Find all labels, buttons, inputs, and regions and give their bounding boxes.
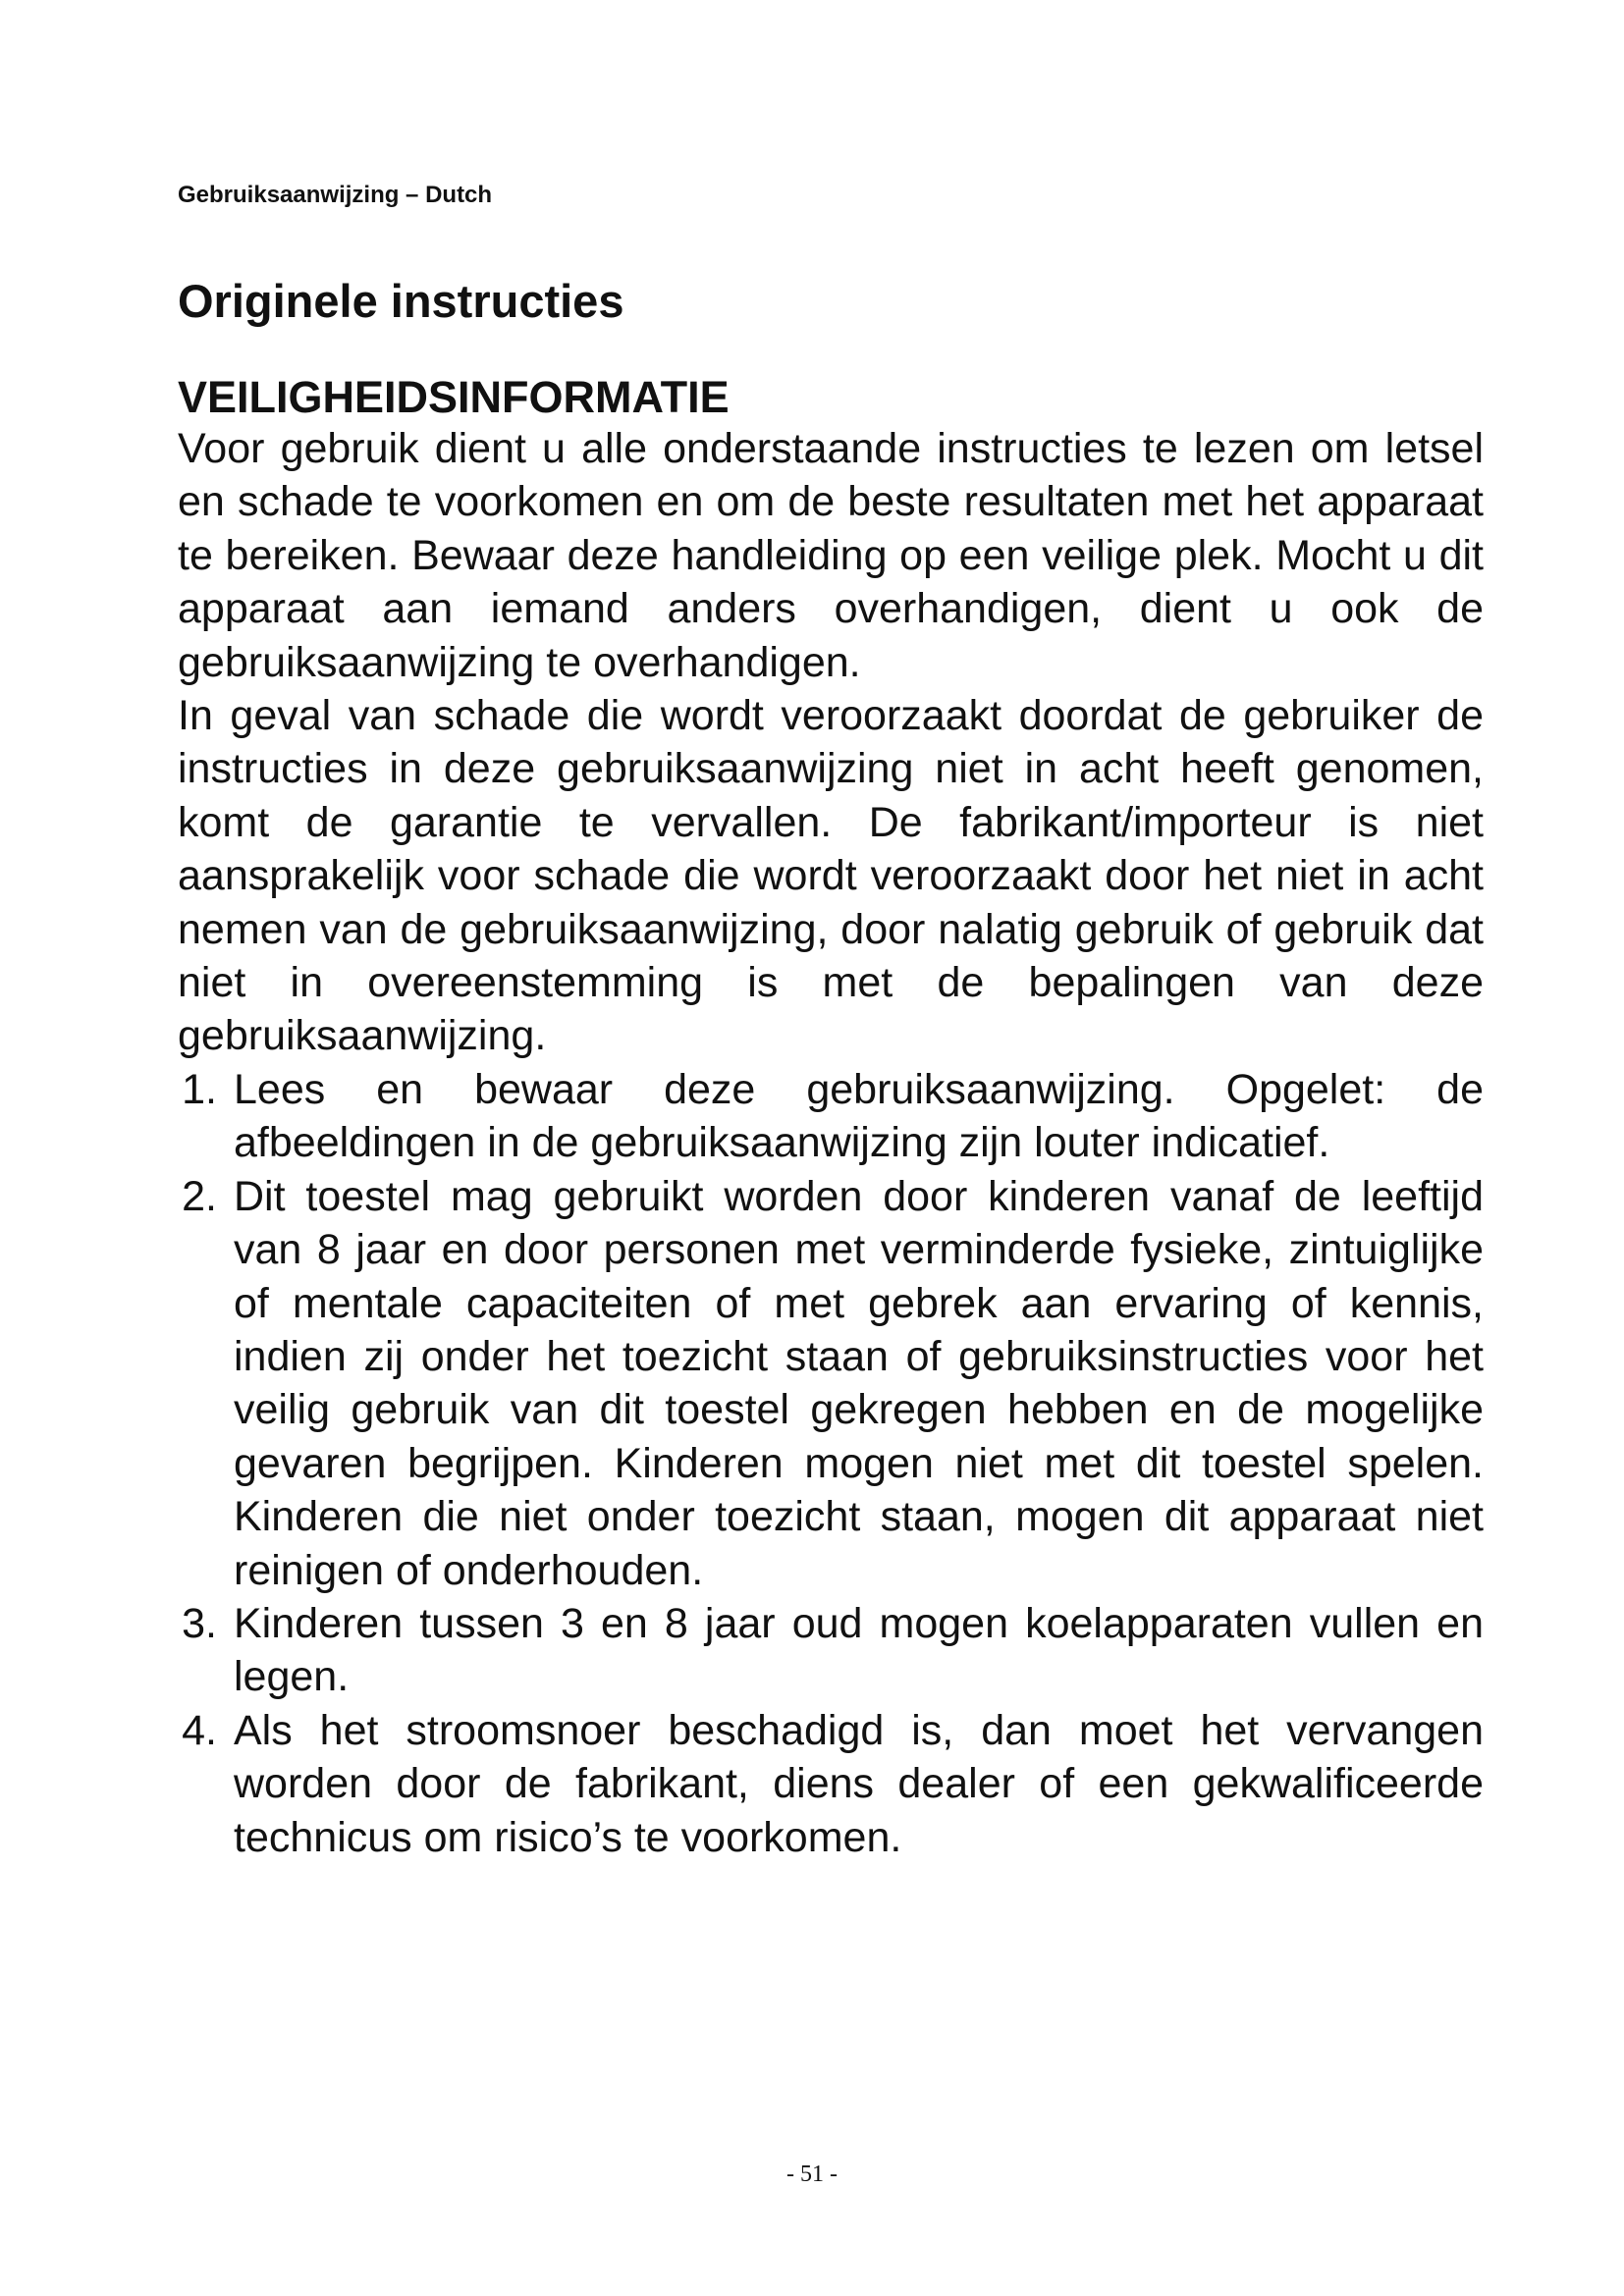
- page-number: - 51 -: [786, 2162, 838, 2187]
- section-heading: VEILIGHEIDSINFORMATIE: [178, 372, 730, 422]
- list-item-text: Lees en bewaar deze gebruiksaanwijzing. Opgelet: de afbeeldingen in de gebruiksaanwijzing zijn louter indicatief.: [234, 1065, 1484, 1167]
- list-item-text: Dit toestel mag gebruikt worden door kinderen vanaf de leeftijd van 8 jaar en door personen met verminderde fysieke, zintuiglijke of mentale capaciteiten of met gebrek aan ervaring of kennis, indien zij onder het toezicht staan of gebruiksinstructies voor het veilig gebruik van dit toestel gekregen hebben en de mogelijke gevaren begrijpen. Kinderen mogen niet met dit toestel spelen. Kinderen die niet onder toezicht staan, mogen dit apparaat niet reinigen of onderhouden.: [234, 1172, 1484, 1594]
- list-item: [178, 1597, 1484, 1704]
- list-item-text: Als het stroomsnoer beschadigd is, dan moet het vervangen worden door de fabrikant, diens dealer of een gekwalificeerde technicus om risico’s te voorkomen.: [234, 1706, 1484, 1861]
- list-item: [178, 1063, 1484, 1170]
- list-item-number: 1.: [182, 1065, 217, 1113]
- warranty-paragraph: In geval van schade die wordt veroorzaakt doordat de gebruiker de instructies in deze gebruiksaanwijzing niet in acht heeft genomen, komt de garantie te vervallen. De fabrikant/importeur is niet aansprakelijk voor schade die wordt veroorzaakt door het niet in acht nemen van de gebruiksaanwijzing, door nalatig gebruik of gebruik dat niet in overeenstemming is met de bepalingen van deze gebruiksaanwijzing.: [178, 692, 1484, 1060]
- list-item: [178, 1704, 1484, 1864]
- running-header: Gebruiksaanwijzing – Dutch: [178, 182, 493, 208]
- list-item: [178, 1170, 1484, 1597]
- list-item-number: 3.: [182, 1599, 217, 1647]
- body-text: [178, 422, 1484, 1864]
- list-item-number: 4.: [182, 1706, 217, 1754]
- list-item-text: Kinderen tussen 3 en 8 jaar oud mogen koelapparaten vullen en legen.: [234, 1599, 1484, 1701]
- safety-instructions-list: [178, 1063, 1484, 1864]
- document-title: Originele instructies: [178, 275, 624, 327]
- list-item-number: 2.: [182, 1172, 217, 1220]
- intro-paragraph: Voor gebruik dient u alle onderstaande instructies te lezen om letsel en schade te voorkomen en om de beste resultaten met het apparaat te bereiken. Bewaar deze handleiding op een veilige plek. Mocht u dit apparaat aan iemand anders overhandigen, dient u ook de gebruiksaanwijzing te overhandigen.: [178, 425, 1484, 686]
